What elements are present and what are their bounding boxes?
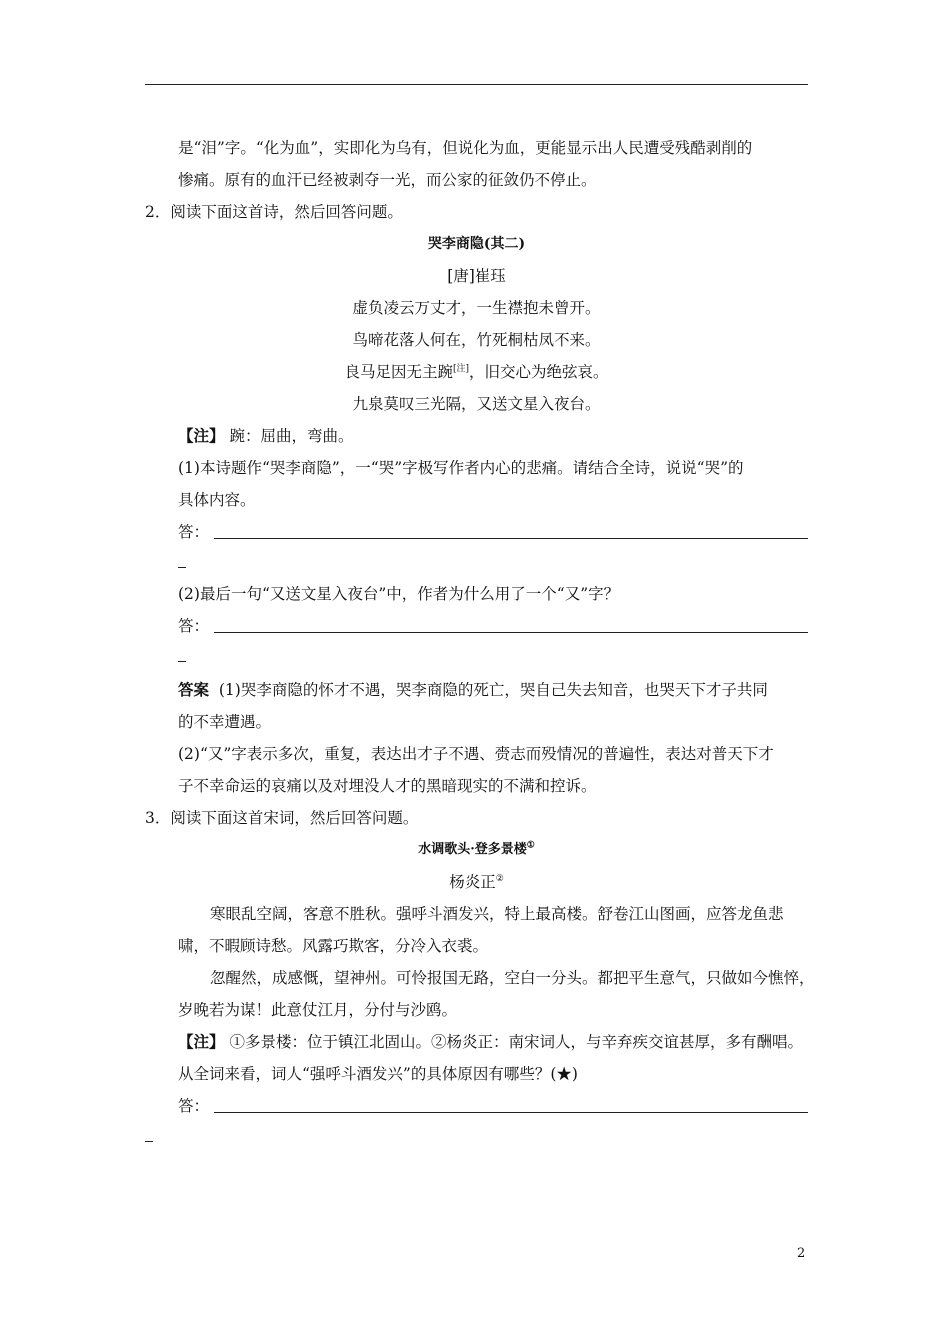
paragraph-line: 是“泪”字。“化为血”，实即化为乌有，但说化为血，更能显示出人民遭受残酷剥削的 — [178, 139, 753, 157]
sub-question-2: (2)最后一句“又送文星入夜台”中，作者为什么用了一个“又”字？ — [178, 585, 620, 603]
note-marker: ① — [526, 840, 535, 851]
poem-verse: 虚负凌云万丈才，一生襟抱未曾开。 — [352, 299, 601, 317]
answer-line: 子不幸命运的哀痛以及对埋没人才的黑暗现实的不满和控诉。 — [178, 777, 597, 795]
note-label: 【注】 — [178, 1032, 225, 1051]
question-text: 从全词来看，词人“强呼斗酒发兴”的具体原因有哪些？(★) — [178, 1065, 578, 1083]
answer-line: (1)哭李商隐的怀才不遇，哭李商隐的死亡，哭自己失去知音，也哭天下才子共同 — [218, 681, 768, 699]
poem-author — [145, 872, 808, 892]
poem-title — [145, 840, 808, 860]
poem-paragraph: 寒眼乱空阔，客意不胜秋。强呼斗酒发兴，特上最高楼。舒卷江山图画，应答龙鱼悲 — [210, 905, 784, 923]
verse-text: ，旧交心为绝弦哀。 — [469, 363, 609, 381]
question-3-prompt: 3．阅读下面这首宋词，然后回答问题。 — [145, 809, 419, 827]
poem-note — [178, 1032, 803, 1052]
poem-verse: 九泉莫叹三光隔，又送文星入夜台。 — [352, 395, 601, 413]
sub-question-1: 具体内容。 — [178, 491, 256, 509]
poem-paragraph: 岁晚若为谋！此意仗江月，分付与沙鸥。 — [178, 1001, 458, 1019]
sub-question-1: (1)本诗题作“哭李商隐”，一“哭”字极写作者内心的悲痛。请结合全诗，说说“哭”的 — [178, 459, 744, 477]
blank-continuation — [178, 661, 186, 662]
note-text: ①多景楼：位于镇江北固山。②杨炎正：南宋词人，与辛弃疾交谊甚厚，多有酬唱。 — [229, 1033, 803, 1051]
blank-continuation — [145, 1141, 153, 1142]
poem-paragraph: 忽醒然，成感慨，望神州。可怜报国无路，空白一分头。都把平生意气，只做如今憔悴， — [210, 969, 815, 987]
poem-author: [唐]崔珏 — [447, 267, 506, 285]
poem-title: 哭李商隐(其二) — [427, 236, 526, 252]
poem-verse — [145, 362, 808, 382]
blank-continuation — [178, 567, 186, 568]
author-text: 杨炎正 — [449, 873, 496, 891]
poem-verse: 鸟啼花落人何在，竹死桐枯凤不来。 — [352, 331, 601, 349]
answer-label: 答： — [178, 523, 210, 541]
answer-text — [178, 680, 768, 700]
answer-label: 答： — [178, 617, 210, 635]
note-marker: ② — [495, 873, 504, 884]
paragraph-line: 惨痛。原有的血汗已经被剥夺一光，而公家的征敛仍不停止。 — [178, 171, 597, 189]
answer-blank[interactable] — [214, 1112, 808, 1113]
answer-line: (2)“又”字表示多次，重复，表达出才子不遇、赍志而殁情况的普遍性，表达对普天下才 — [178, 745, 774, 763]
note-label: 【注】 — [178, 426, 225, 445]
note-marker: [注] — [452, 363, 470, 374]
answer-blank[interactable] — [214, 632, 808, 633]
question-2-prompt: 2．阅读下面这首诗，然后回答问题。 — [145, 203, 403, 221]
poem-note — [178, 426, 353, 446]
note-text: 踠：屈曲，弯曲。 — [229, 427, 354, 445]
page-number: 2 — [797, 1246, 806, 1261]
poem-title-text: 水调歌头·登多景楼 — [418, 842, 527, 857]
answer-label: 答： — [178, 1097, 210, 1115]
answer-line: 的不幸遭遇。 — [178, 713, 272, 731]
header-rule — [145, 84, 808, 85]
answer-blank[interactable] — [214, 538, 808, 539]
poem-paragraph: 啸，不暇顾诗愁。风露巧欺客，分冷入衣裘。 — [178, 937, 489, 955]
answer-heading: 答案 — [178, 680, 210, 699]
verse-text: 良马足因无主踠 — [344, 363, 453, 381]
